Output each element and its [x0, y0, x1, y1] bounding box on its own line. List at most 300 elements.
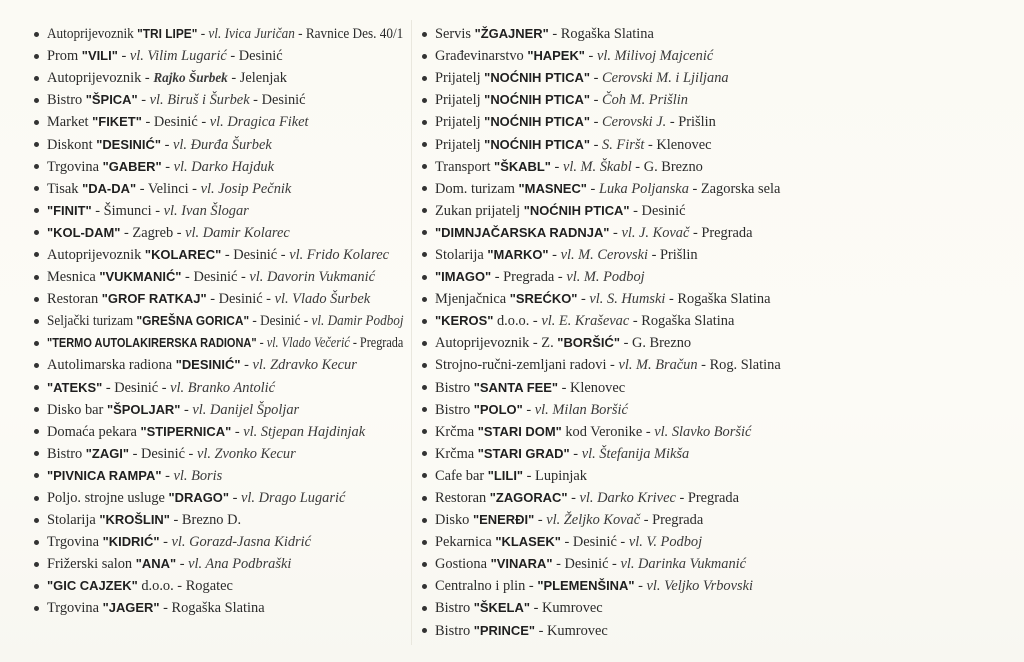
entry-text: - Desinić	[249, 92, 306, 109]
list-item	[420, 133, 815, 155]
list-item-text	[47, 443, 296, 465]
bullet-icon	[422, 319, 427, 324]
bullet-icon	[422, 518, 427, 523]
list-item	[32, 67, 404, 89]
entry-text: - G. Brezno	[619, 335, 692, 352]
entry-text: -	[159, 534, 172, 551]
business-name: "STARI DOM"	[477, 423, 562, 439]
list-item-text	[435, 134, 712, 156]
business-name: "PIVNICA RAMPA"	[47, 467, 162, 483]
bullet-icon	[34, 164, 39, 169]
entry-text: Stolarija	[435, 246, 488, 263]
business-name: "FINIT"	[47, 202, 92, 218]
list-item	[32, 487, 404, 509]
entry-text: Zukan prijatelj	[435, 202, 524, 219]
entry-text: -	[180, 401, 193, 418]
owner-name: vl. Đurđa Šurbek	[173, 136, 272, 153]
business-name: "ATEKS"	[47, 379, 103, 395]
business-name: "PRINCE"	[473, 622, 536, 638]
bullet-icon	[422, 407, 427, 412]
list-item	[32, 399, 404, 421]
entry-text: Strojno-ručni-zemljani radovi -	[435, 357, 619, 374]
owner-name: vl. Branko Antolić	[170, 379, 276, 396]
bullet-icon	[34, 230, 39, 235]
owner-name: vl. Ivica Juričan	[208, 26, 295, 43]
list-item	[420, 23, 815, 45]
list-item	[420, 310, 815, 332]
bullet-icon	[422, 186, 427, 191]
owner-name: vl. Danijel Špoljar	[192, 401, 300, 418]
business-name: "ENERĐI"	[472, 512, 535, 528]
bullet-icon	[422, 76, 427, 81]
bullet-icon	[34, 407, 39, 412]
owner-name: vl. Josip Pečnik	[200, 180, 292, 197]
entry-text: -	[161, 467, 174, 484]
bullet-icon	[34, 98, 39, 103]
list-item	[420, 443, 815, 465]
owner-name: vl. S. Humski	[589, 291, 666, 308]
entry-text: -	[590, 136, 603, 153]
entry-text: - Prišlin	[666, 114, 716, 131]
owner-name: vl. Gorazd-Jasna Kidrić	[171, 534, 312, 551]
entry-text: - Desinić -	[552, 556, 621, 573]
business-name: "GABER"	[102, 158, 162, 174]
entry-text: Disko bar	[47, 401, 107, 418]
bullet-icon	[422, 164, 427, 169]
list-item-text	[435, 89, 688, 111]
list-item-text	[47, 156, 274, 178]
bullet-icon	[422, 341, 427, 346]
entry-text: - Desinić -	[129, 445, 197, 462]
bullet-icon	[34, 54, 39, 59]
entry-text: - Kumrovec	[535, 622, 608, 639]
list-item	[32, 45, 404, 67]
entry-text: - Kumrovec	[529, 600, 603, 617]
entry-text: -	[634, 578, 647, 595]
entry-text: - Desinić -	[181, 269, 250, 286]
business-name: "TRI LIPE"	[137, 26, 198, 42]
list-item-text	[435, 553, 746, 575]
entry-text: - Zagorska sela	[688, 180, 781, 197]
business-name: "ZAGI"	[85, 445, 130, 461]
business-name: "HAPEK"	[527, 48, 585, 64]
business-name: "SREĆKO"	[509, 291, 578, 307]
entry-text: Market	[47, 114, 93, 131]
business-name: "STARI GRAD"	[477, 445, 570, 461]
owner-name: Čoh M. Prišlin	[602, 92, 688, 109]
entry-text: Bistro	[435, 622, 474, 639]
entry-text: -	[584, 48, 597, 65]
bullet-icon	[422, 297, 427, 302]
business-name: "ANA"	[135, 556, 177, 572]
list-item	[420, 421, 815, 443]
entry-text: Cafe bar	[435, 467, 488, 484]
entry-text: Prom	[47, 48, 82, 65]
entry-text: Mesnica	[47, 269, 100, 286]
list-item	[420, 487, 815, 509]
business-name: "DRAGO"	[168, 490, 230, 506]
bullet-icon	[422, 32, 427, 37]
list-item	[420, 377, 815, 399]
bullet-icon	[34, 429, 39, 434]
list-item-text	[47, 465, 222, 487]
business-name: "NOĆNIH PTICA"	[484, 70, 591, 86]
bullet-icon	[422, 429, 427, 434]
owner-name: vl. M. Podboj	[566, 269, 645, 286]
list-item	[32, 178, 404, 200]
entry-text: Seljački turizam	[47, 313, 137, 330]
list-item-text	[435, 156, 703, 178]
owner-name: vl. V. Podboj	[628, 534, 703, 551]
entry-text: -	[577, 291, 590, 308]
entry-text: Stolarija	[47, 512, 100, 529]
list-item	[32, 89, 404, 111]
entry-text: -	[137, 92, 150, 109]
list-item-text	[435, 399, 628, 421]
entry-text: -	[569, 445, 582, 462]
entry-text: -	[534, 512, 547, 529]
bullet-icon	[422, 98, 427, 103]
list-item-text	[47, 89, 306, 111]
owner-name: vl. M. Škabl	[562, 158, 632, 175]
owner-name: vl. Damir Kolarec	[185, 224, 290, 241]
list-item-text	[435, 421, 751, 443]
owner-name: Cerovski M. i Ljiljana	[602, 70, 729, 87]
bullet-icon	[422, 451, 427, 456]
business-name: "ZAGORAC"	[489, 490, 568, 506]
entry-text: - Pregrada	[349, 335, 404, 352]
list-item	[420, 222, 815, 244]
owner-name: vl. Dragica Fiket	[209, 114, 309, 131]
business-name: "ŠPOLJAR"	[106, 401, 181, 417]
entry-text: Autoprijevoznik	[47, 26, 138, 43]
list-item	[32, 310, 404, 332]
entry-text: Trgovina	[47, 158, 103, 175]
bullet-icon	[422, 385, 427, 390]
business-name: "ŠKABL"	[494, 158, 551, 174]
entry-text: Centralno i plin -	[435, 578, 538, 595]
list-item-text	[47, 575, 233, 597]
entry-text: -	[586, 180, 599, 197]
entry-text: Prijatelj	[435, 70, 485, 87]
list-item-text	[47, 45, 283, 67]
entry-text: Krčma	[435, 423, 478, 440]
business-name: "SANTA FEE"	[473, 379, 559, 395]
bullet-icon	[34, 473, 39, 478]
business-name: "KIDRIĆ"	[102, 534, 160, 550]
owner-name: vl. Drago Lugarić	[241, 490, 346, 507]
entry-text: Bistro	[435, 401, 474, 418]
entry-text: - Rogaška Slatina	[548, 26, 654, 43]
list-item-text	[47, 310, 404, 332]
entry-text: - Lupinjak	[523, 467, 588, 484]
owner-name: vl. Veljko Vrbovski	[646, 578, 753, 595]
business-name: "MASNEC"	[518, 180, 587, 196]
entry-text: -	[176, 556, 189, 573]
entry-text: Prijatelj	[435, 136, 485, 153]
list-item-text	[435, 487, 739, 509]
list-item	[420, 89, 815, 111]
list-item-text	[47, 421, 365, 443]
business-name: "STIPERNICA"	[140, 423, 232, 439]
list-item	[32, 597, 404, 619]
owner-name: S. Firšt	[602, 136, 645, 153]
owner-name: vl. Darko Krivec	[579, 490, 676, 507]
list-item-text	[435, 200, 686, 222]
list-item-text	[47, 111, 309, 133]
bullet-icon	[34, 275, 39, 280]
owner-name: vl. J. Kovač	[621, 224, 690, 241]
business-name: "VINARA"	[490, 556, 553, 572]
entry-text: - Desinić	[226, 48, 283, 65]
bullet-icon	[422, 496, 427, 501]
entry-text: Restoran	[435, 490, 490, 507]
business-name: "KLASEK"	[495, 534, 561, 550]
entry-text: -	[548, 246, 561, 263]
list-item	[420, 620, 815, 642]
list-item	[32, 531, 404, 553]
entry-text: -	[161, 158, 174, 175]
business-name: "VILI"	[81, 48, 118, 64]
business-name: "GROF RATKAJ"	[101, 291, 207, 307]
business-name: "GREŠNA GORICA"	[136, 313, 250, 329]
entry-text: - Rogaška Slatina	[629, 313, 735, 330]
owner-name: vl. E. Kraševac	[541, 313, 630, 330]
entry-text: Diskont	[47, 136, 97, 153]
bullet-icon	[34, 584, 39, 589]
bullet-icon	[422, 54, 427, 59]
entry-text: Građevinarstvo	[435, 48, 528, 65]
owner-name: vl. Davorin Vukmanić	[249, 269, 376, 286]
list-item	[420, 597, 815, 619]
entry-text: Poljo. strojne usluge	[47, 490, 169, 507]
entry-text: Dom. turizam	[435, 180, 519, 197]
entry-text: Pekarnica	[435, 534, 496, 551]
business-name: "NOĆNIH PTICA"	[523, 202, 630, 218]
entry-text: Trgovina	[47, 534, 103, 551]
sponsor-list-left	[32, 23, 404, 620]
list-item-text	[435, 354, 781, 376]
list-item	[420, 509, 815, 531]
bullet-icon	[34, 319, 39, 324]
list-item-text	[47, 67, 287, 89]
bullet-icon	[34, 341, 39, 346]
list-item-text	[435, 222, 753, 244]
list-item-text	[435, 509, 703, 531]
list-item-text	[435, 310, 734, 332]
list-item-text	[435, 45, 713, 67]
entry-text: -	[229, 490, 242, 507]
list-item-text	[47, 553, 291, 575]
owner-name: vl. Ana Podbraški	[188, 556, 292, 573]
owner-name: vl. Ivan Šlogar	[163, 202, 249, 219]
owner-name: vl. Darko Hajduk	[173, 158, 274, 175]
list-item-text	[435, 244, 698, 266]
business-name: "DESINIĆ"	[175, 357, 241, 373]
owner-name: vl. Vilim Lugarić	[129, 48, 227, 65]
entry-text: - Desinić -	[206, 291, 275, 308]
list-item-text	[435, 620, 608, 642]
bullet-icon	[34, 32, 39, 37]
business-name: "NOĆNIH PTICA"	[484, 92, 591, 108]
entry-text: Autolimarska radiona	[47, 357, 176, 374]
entry-text: - Klenovec	[644, 136, 712, 153]
list-item	[420, 67, 815, 89]
list-item	[420, 332, 815, 354]
list-item	[420, 244, 815, 266]
entry-text: -	[231, 423, 244, 440]
business-name: "KOLAREC"	[144, 246, 222, 262]
bullet-icon	[34, 451, 39, 456]
list-item	[420, 178, 815, 200]
business-name: "NOĆNIH PTICA"	[484, 114, 591, 130]
entry-text: - Desinić -	[560, 534, 629, 551]
list-item	[32, 222, 404, 244]
bullet-icon	[422, 540, 427, 545]
entry-text: Krčma	[435, 445, 478, 462]
entry-text: Domaća pekara	[47, 423, 141, 440]
entry-text: Servis	[435, 26, 475, 43]
list-item-text	[47, 399, 299, 421]
bullet-icon	[422, 363, 427, 368]
entry-text: Prijatelj	[435, 114, 485, 131]
list-item	[32, 244, 404, 266]
list-item-text	[435, 67, 729, 89]
list-item-text	[435, 575, 753, 597]
entry-text: -	[522, 401, 535, 418]
list-item	[32, 200, 404, 222]
list-item	[420, 531, 815, 553]
bullet-icon	[422, 120, 427, 125]
entry-text: - Pregrada -	[491, 269, 567, 286]
list-item-text	[435, 332, 691, 354]
owner-name: vl. Zvonko Kecur	[196, 445, 296, 462]
entry-text: - G. Brezno	[631, 158, 703, 175]
list-item	[32, 266, 404, 288]
entry-text: Bistro	[47, 445, 86, 462]
entry-text: - Šimunci -	[91, 202, 164, 219]
list-item-text	[435, 23, 654, 45]
entry-text: -	[240, 357, 253, 374]
owner-name: vl. Stjepan Hajdinjak	[243, 423, 366, 440]
bullet-icon	[422, 252, 427, 257]
business-name: "ŽGAJNER"	[474, 26, 549, 42]
list-item	[32, 509, 404, 531]
bullet-icon	[34, 562, 39, 567]
list-item-text	[47, 222, 290, 244]
entry-text: - Ravnice Des. 40/1	[294, 26, 404, 43]
bullet-icon	[422, 275, 427, 280]
entry-text: - Brezno D.	[169, 512, 242, 529]
entry-text: Mjenjačnica	[435, 291, 510, 308]
list-item	[420, 399, 815, 421]
owner-name: vl. Milivoj Majcenić	[596, 48, 714, 65]
business-name: "MARKO"	[487, 246, 549, 262]
owner-name: Cerovski J.	[602, 114, 667, 131]
list-item	[32, 553, 404, 575]
bullet-icon	[34, 540, 39, 545]
entry-text: - Velinci -	[136, 180, 201, 197]
bullet-icon	[34, 120, 39, 125]
list-item-text	[435, 377, 625, 399]
entry-text: - Desinić	[629, 202, 686, 219]
business-name: "ŠPICA"	[85, 92, 138, 108]
entry-text: Bistro	[47, 92, 86, 109]
list-item-text	[47, 288, 370, 310]
owner-name: vl. Vlado Šurbek	[274, 291, 371, 308]
entry-text: - Rogaška Slatina	[159, 600, 265, 617]
owner-name: vl. Željko Kovač	[546, 512, 641, 529]
entry-text: - Desinić -	[221, 246, 290, 263]
list-item-text	[47, 509, 241, 531]
list-item-text	[47, 134, 272, 156]
bullet-icon	[422, 473, 427, 478]
entry-text: Bistro	[435, 600, 474, 617]
entry-text: Disko	[435, 512, 473, 529]
list-item	[420, 575, 815, 597]
list-item-text	[47, 332, 403, 354]
business-name: "NOĆNIH PTICA"	[484, 136, 591, 152]
business-name: "KEROS"	[435, 313, 494, 329]
entry-text: -	[590, 70, 603, 87]
business-name: "KROŠLIN"	[99, 512, 170, 528]
business-name: "ŠKELA"	[473, 600, 530, 616]
entry-text: -	[590, 92, 603, 109]
list-item	[420, 156, 815, 178]
bullet-icon	[34, 76, 39, 81]
business-name: "KOL-DAM"	[47, 224, 121, 240]
business-name: "LILI"	[487, 467, 524, 483]
list-item-text	[435, 178, 780, 200]
bullet-icon	[422, 208, 427, 213]
bullet-icon	[34, 496, 39, 501]
business-name: Rajko Šurbek	[153, 70, 228, 86]
list-item-text	[435, 531, 702, 553]
list-item	[420, 111, 815, 133]
list-item-text	[47, 178, 291, 200]
entry-text: Frižerski salon	[47, 556, 136, 573]
entry-text: - Pregrada	[675, 490, 739, 507]
bullet-icon	[422, 142, 427, 147]
business-name: "BORŠIĆ"	[557, 335, 620, 351]
sponsor-list-right	[420, 23, 815, 642]
bullet-icon	[34, 142, 39, 147]
business-name: "DIMNJAČARSKA RADNJA"	[435, 224, 610, 240]
list-item	[32, 465, 404, 487]
owner-name: vl. M. Bračun	[618, 357, 698, 374]
entry-text: - Rog. Slatina	[697, 357, 781, 374]
entry-text: -	[197, 26, 209, 43]
bullet-icon	[422, 628, 427, 633]
list-item-text	[435, 111, 716, 133]
owner-name: vl. Vlado Večerić	[266, 335, 350, 352]
list-item	[420, 354, 815, 376]
owner-name: vl. Milan Boršić	[534, 401, 628, 418]
entry-text: Prijatelj	[435, 92, 485, 109]
entry-text: - Desinić -	[141, 114, 210, 131]
bullet-icon	[34, 518, 39, 523]
list-item	[32, 23, 404, 45]
entry-text: - Desinić -	[249, 313, 312, 330]
entry-text: - Jelenjak	[227, 70, 287, 87]
business-name: "IMAGO"	[435, 269, 492, 285]
entry-text: -	[161, 136, 174, 153]
entry-text: - Prišlin	[647, 246, 698, 263]
owner-name: vl. Biruš i Šurbek	[149, 92, 250, 109]
list-item	[420, 200, 815, 222]
list-item-text	[47, 597, 265, 619]
list-item	[420, 45, 815, 67]
